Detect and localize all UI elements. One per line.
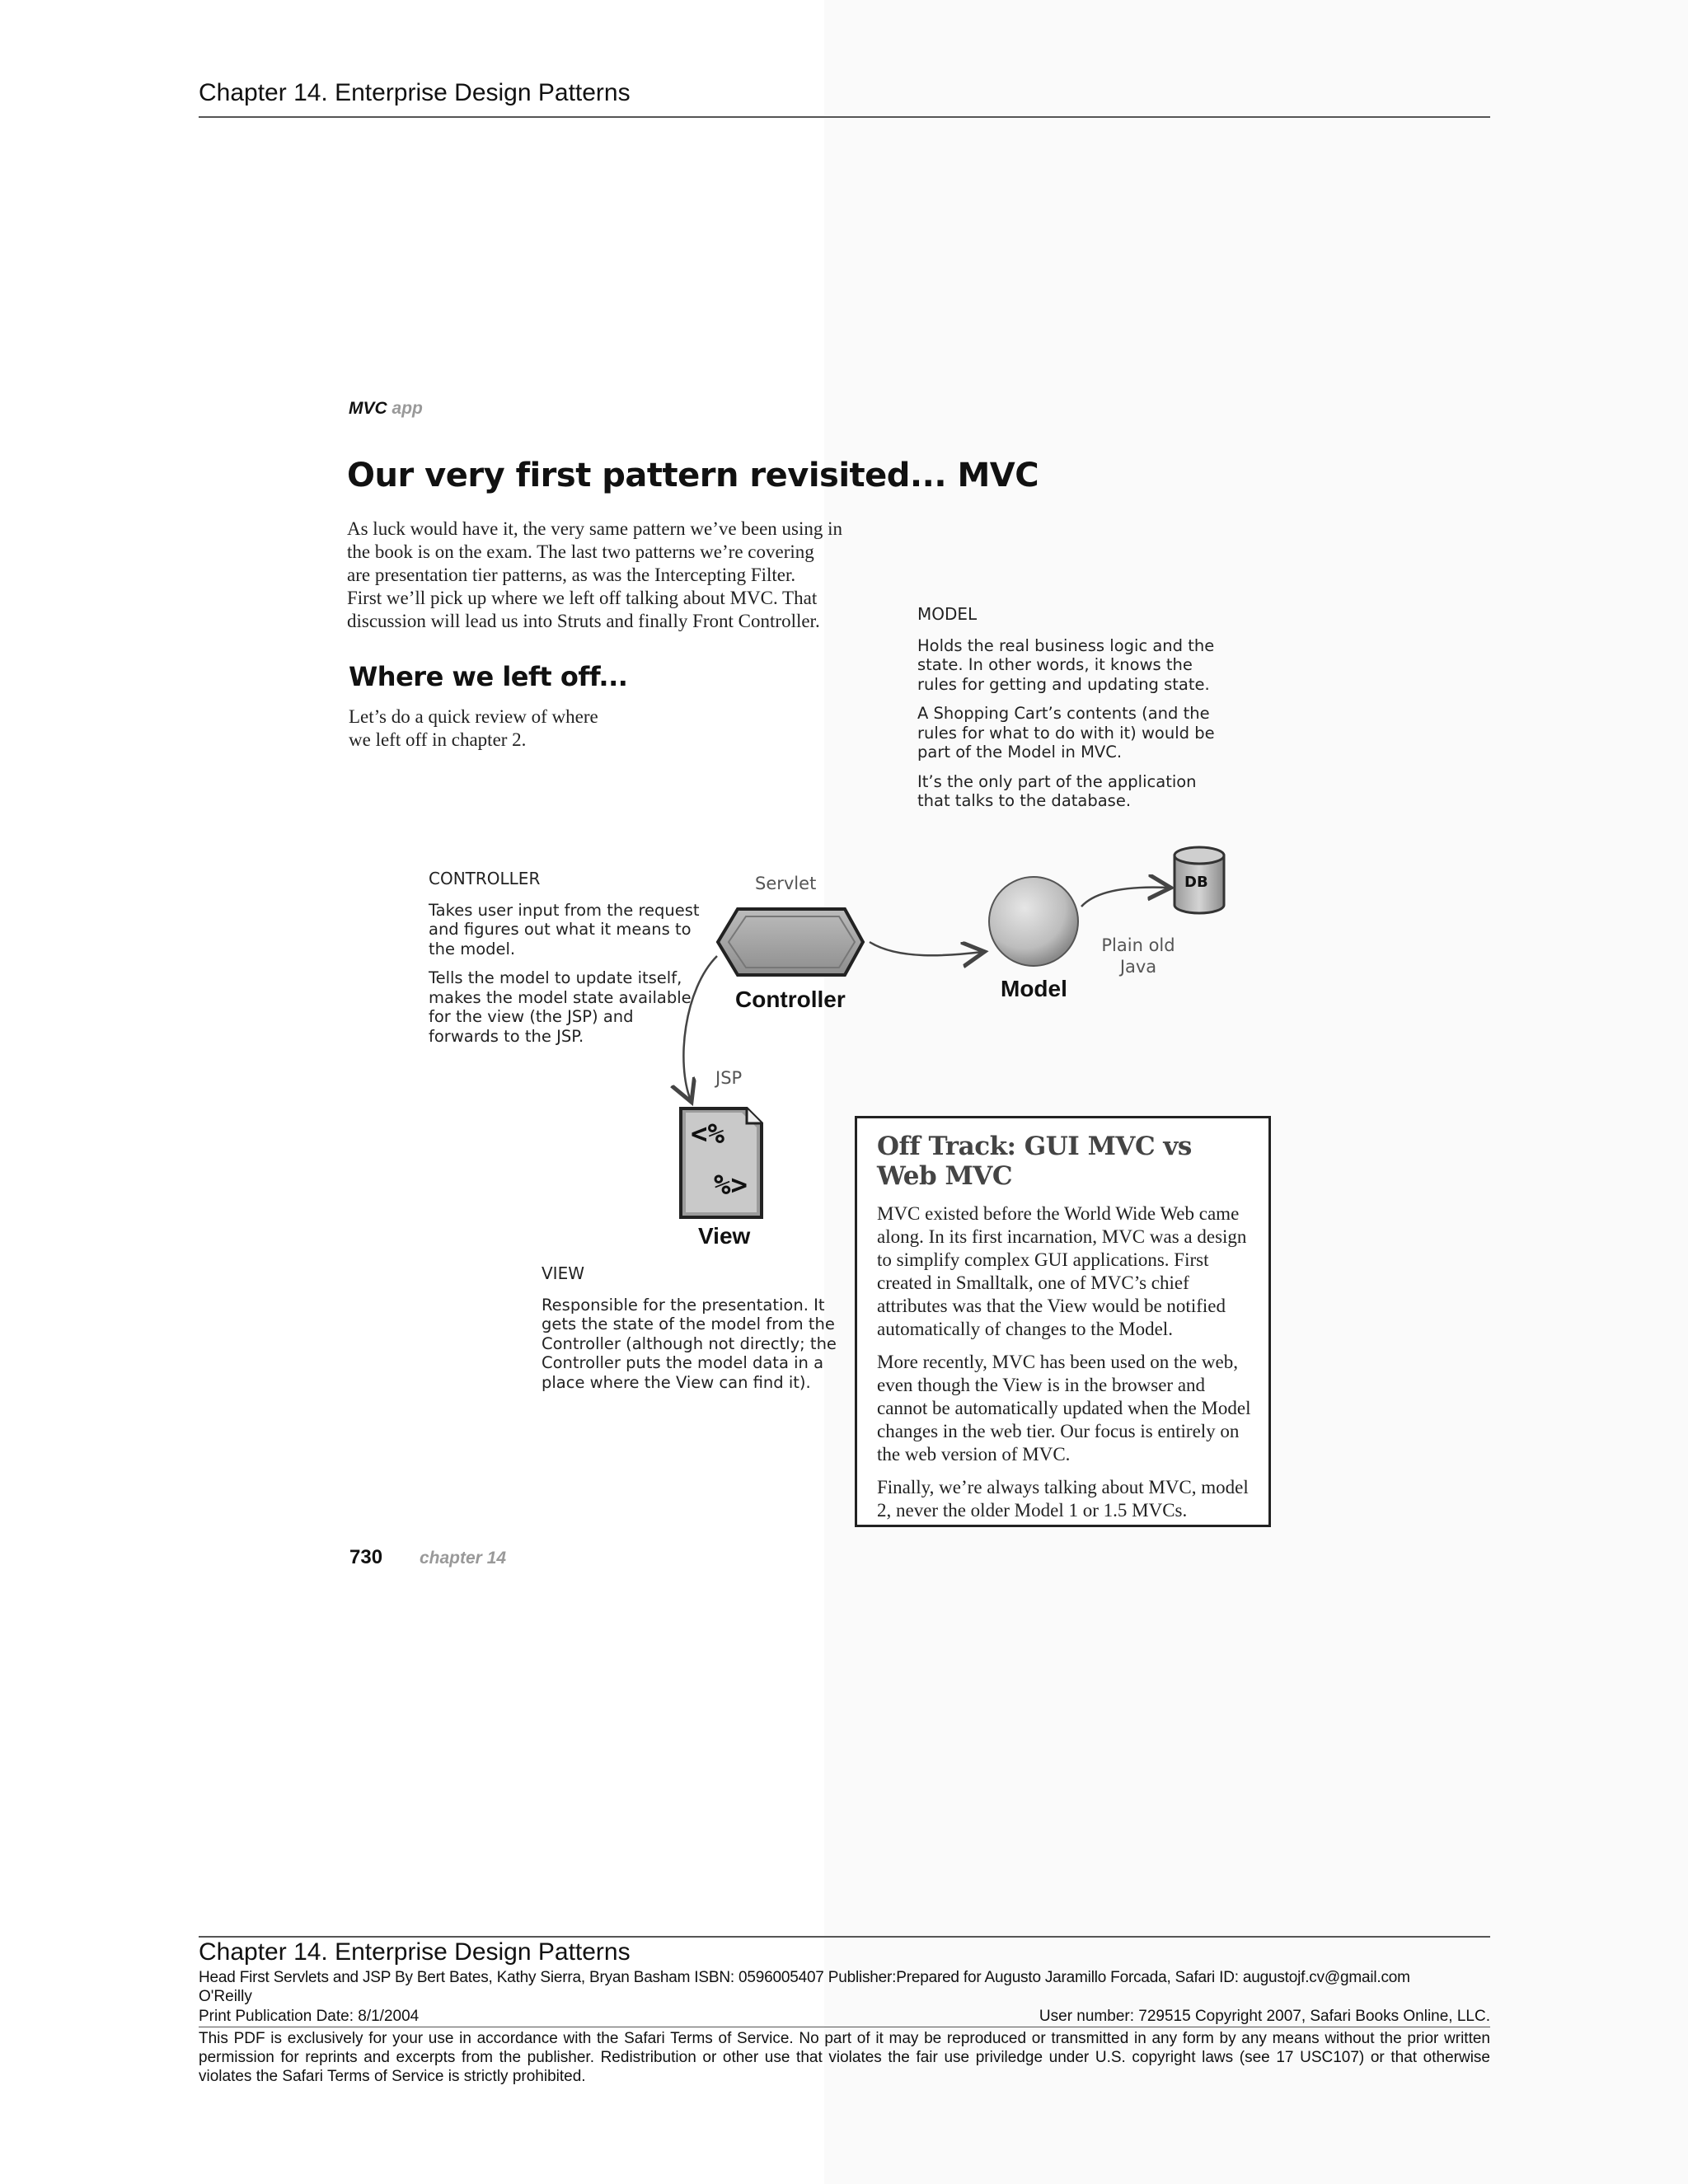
off-track-box xyxy=(855,1116,1271,1527)
plain-old-java-line: Java xyxy=(1119,957,1157,977)
jsp-glyph-top: <% xyxy=(691,1118,724,1151)
off-track-paragraph: MVC existed before the World Wide Web came along. In its first incarnation, MVC was a design to simplify complex GUI applications. First created in Smalltalk, one of MVC’s chief attributes was that the View would be notified automatically of changes to the Model. xyxy=(877,1203,1247,1339)
controller-note-heading: CONTROLLER xyxy=(429,869,541,888)
model-label: Model xyxy=(1001,976,1067,1001)
footer-book-line: Head First Servlets and JSP By Bert Bates, Kathy Sierra, Bryan Basham ISBN: 0596005407 Publisher:Prepared for Augusto Jaramillo Forcada, Safari ID: augustojf.cv@gmail.com xyxy=(199,1969,1410,1986)
controller-to-view-arrow xyxy=(683,956,717,1100)
plain-old-java-label xyxy=(1093,935,1184,977)
running-head-light: app xyxy=(392,399,423,418)
model-to-db-arrow xyxy=(1081,888,1169,907)
view-note-paragraph: Responsible for the presentation. It gets the state of the model from the Controller (although not directly; the Controller puts the model data in a place where the View can find it). xyxy=(542,1295,837,1392)
model-sphere-icon xyxy=(989,877,1078,966)
off-track-title: Off Track: GUI MVC vs Web MVC xyxy=(877,1132,1192,1191)
off-track-paragraph: More recently, MVC has been used on the web, even though the View is in the browser and cannot be automatically updated when the Model changes in the web tier. Our focus is entirely on the web version of MVC. xyxy=(877,1352,1251,1465)
view-note-heading: VIEW xyxy=(542,1263,584,1283)
running-head-bold: MVC xyxy=(349,399,387,418)
db-label: DB xyxy=(1184,874,1208,891)
review-line: Let’s do a quick review of where xyxy=(349,706,598,727)
view-label: View xyxy=(698,1223,751,1249)
off-track-paragraph: Finally, we’re always talking about MVC, model 2, never the older Model 1 or 1.5 MVCs. xyxy=(877,1477,1249,1521)
model-note-paragraph: It’s the only part of the application that talks to the database. xyxy=(917,771,1197,810)
page-title: Our very first pattern revisited... MVC xyxy=(347,457,1039,494)
footer-publisher: O'Reilly xyxy=(199,1988,252,2005)
jsp-glyph-bottom: %> xyxy=(714,1169,748,1202)
footer-chapter-title: Chapter 14. Enterprise Design Patterns xyxy=(199,1938,631,1966)
footer-legal: This PDF is exclusively for your use in accordance with the Safari Terms of Service. No part of it may be reproduced or transmitted in any form by any means without the prior written permission for reprints and excerpts from the publisher. Redistribution or other use that violates the fair use priviledge under U.S. copyright laws (see 17 USC107) or that otherwise violates the Safari Terms of Service is strictly prohibited. xyxy=(199,2030,1490,2085)
subheading: Where we left off... xyxy=(349,661,628,692)
servlet-label: Servlet xyxy=(755,874,817,893)
plain-old-java-line: Plain old xyxy=(1101,935,1175,955)
footer-pub-date: Print Publication Date: 8/1/2004 xyxy=(199,2008,420,2025)
off-track-body xyxy=(877,1202,1252,1522)
model-note-paragraph: A Shopping Cart’s contents (and the rules for what to do with it) would be part of the Model in MVC. xyxy=(917,704,1215,762)
page-number: 730 xyxy=(349,1546,383,1568)
intro-line: First we’ll pick up where we left off talking about MVC. That xyxy=(347,588,818,608)
controller-note-paragraph: Takes user input from the request and figures out what it means to the model. xyxy=(429,900,700,958)
intro-line: are presentation tier patterns, as was the Intercepting Filter. xyxy=(347,565,796,585)
footer-user-line: User number: 729515 Copyright 2007, Safari Books Online, LLC. xyxy=(1039,2008,1490,2025)
controller-hexagon-icon xyxy=(718,909,863,975)
intro-line: As luck would have it, the very same pattern we’ve been using in xyxy=(347,518,843,539)
footer-rule-top xyxy=(199,1936,1490,1938)
header-chapter-title: Chapter 14. Enterprise Design Patterns xyxy=(199,79,631,106)
controller-note-paragraph: Tells the model to update itself, makes the model state available for the view (the JSP) and forwards to the JSP. xyxy=(429,968,692,1046)
model-note-paragraph: Holds the real business logic and the state. In other words, it knows the rules for getting and updating state. xyxy=(917,635,1215,694)
review-line: we left off in chapter 2. xyxy=(349,729,527,750)
view-note xyxy=(542,1264,838,1402)
jsp-label: JSP xyxy=(715,1068,743,1088)
controller-label: Controller xyxy=(735,987,846,1012)
page-chapter: chapter 14 xyxy=(420,1549,507,1568)
controller-to-model-arrow xyxy=(870,942,982,955)
intro-line: discussion will lead us into Struts and finally Front Controller. xyxy=(347,611,820,631)
model-note-heading: MODEL xyxy=(917,604,978,624)
intro-line: the book is on the exam. The last two patterns we’re covering xyxy=(347,541,814,562)
